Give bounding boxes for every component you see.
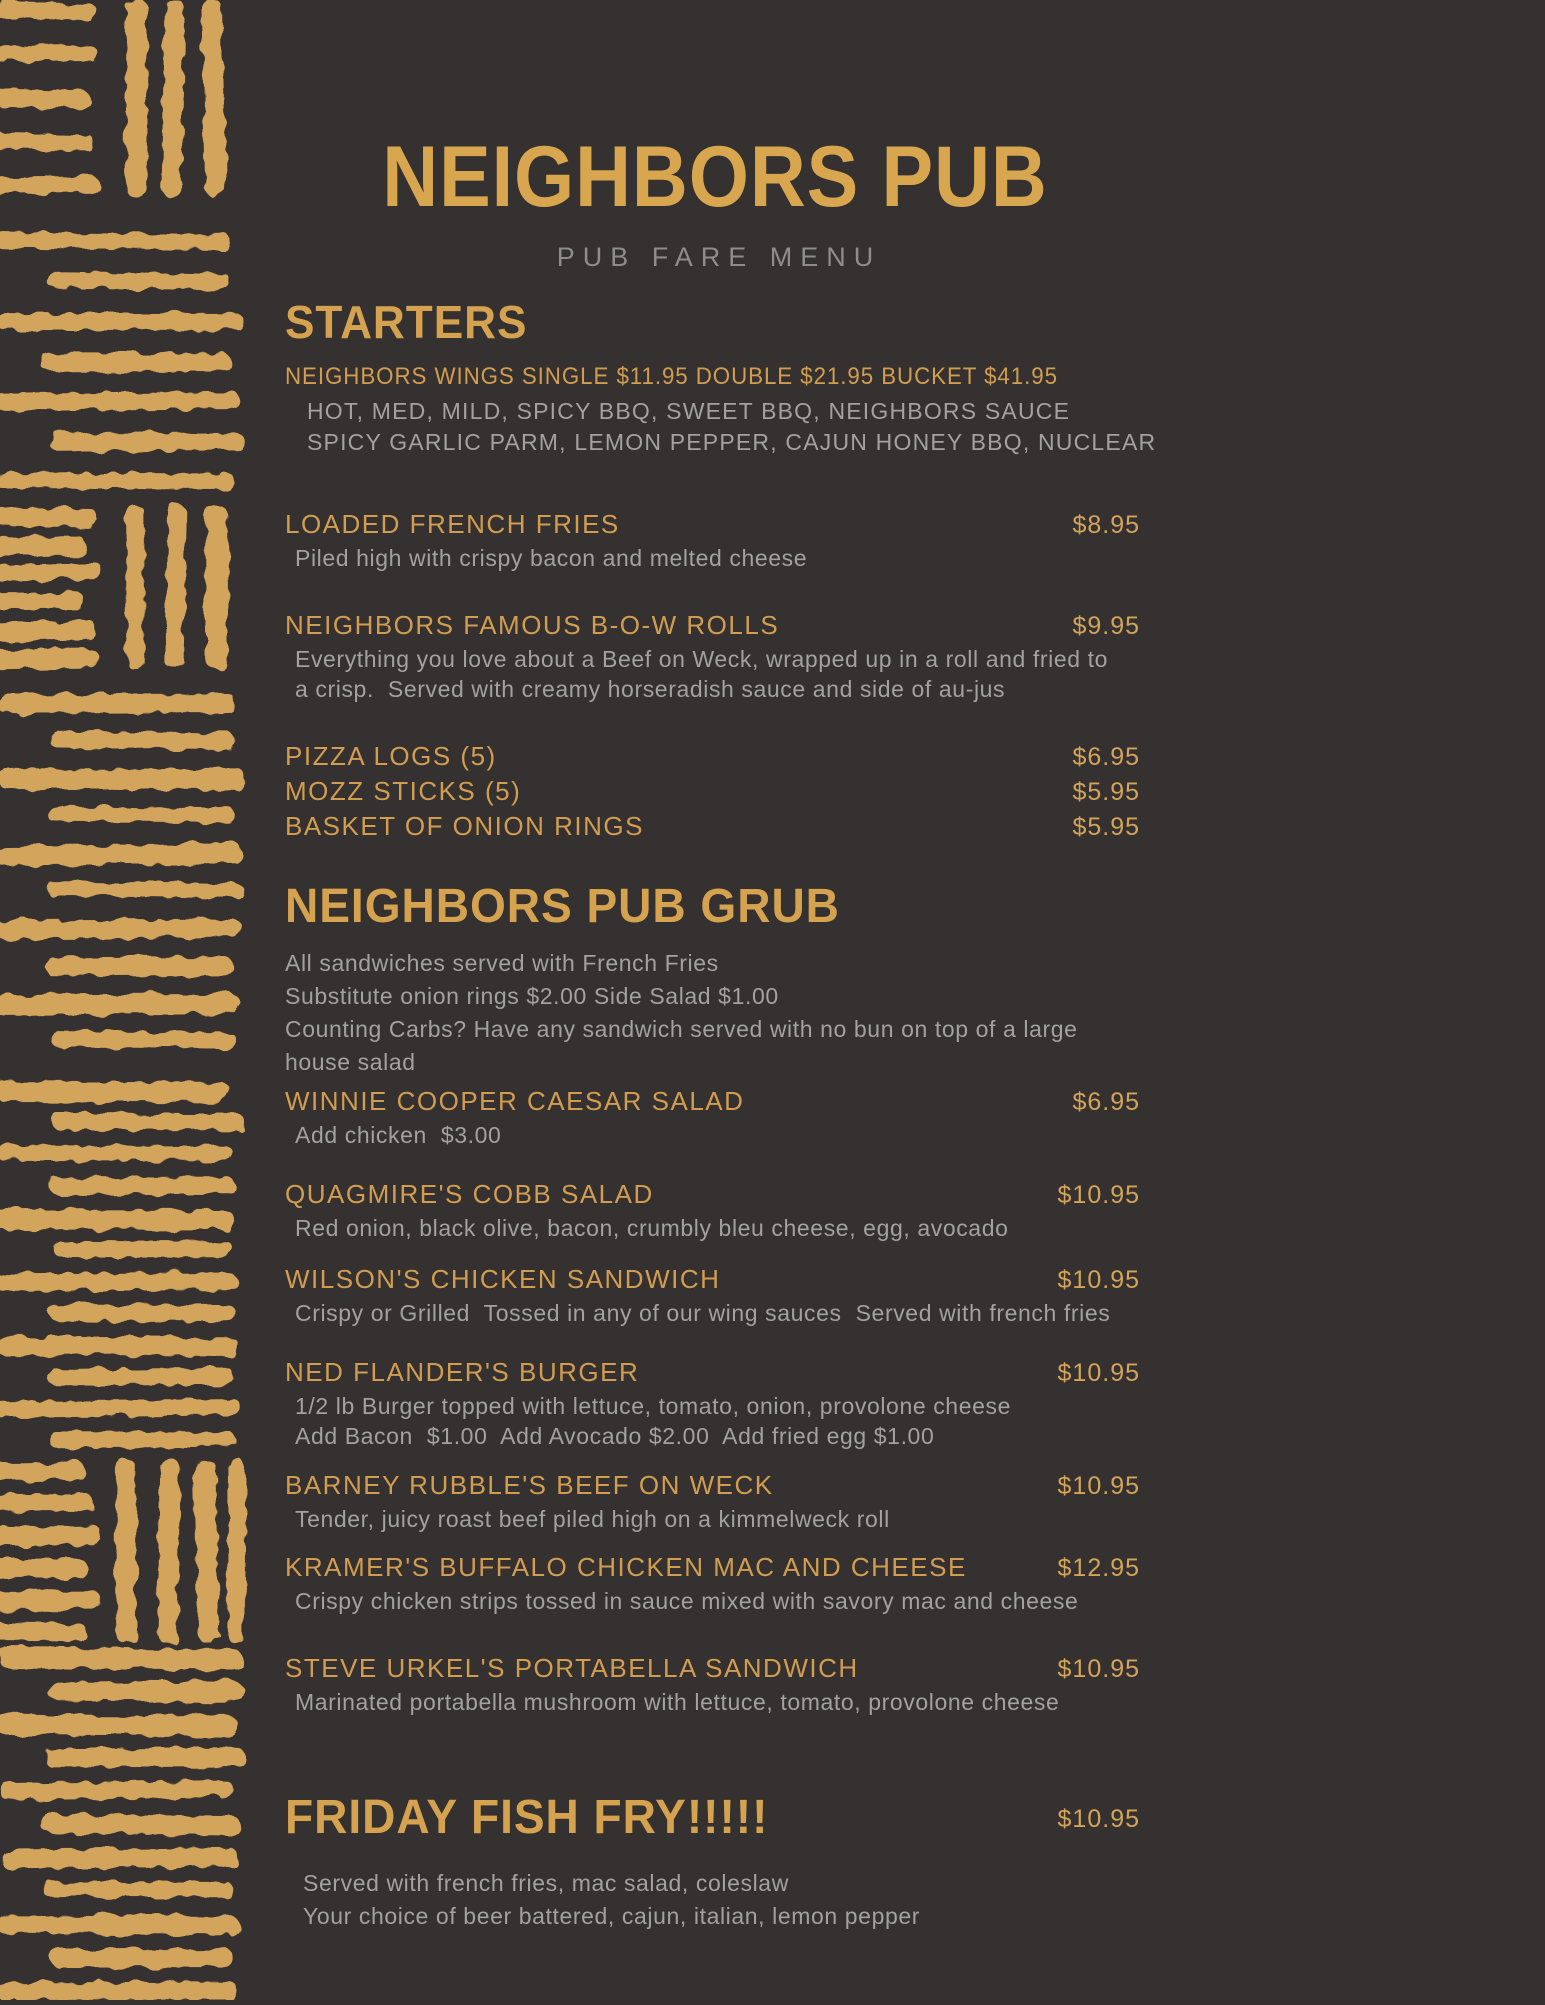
item-desc-line: Red onion, black olive, bacon, crumbly bleu cheese, egg, avocado bbox=[295, 1215, 1009, 1242]
intro-line: Substitute onion rings $2.00 Side Salad $1.00 bbox=[285, 983, 779, 1010]
menu-item bbox=[285, 508, 1290, 573]
item-desc-line: Everything you love about a Beef on Weck, wrapped up in a roll and fried to bbox=[295, 645, 1108, 672]
section-heading: STARTERS bbox=[285, 296, 528, 348]
menu-section bbox=[285, 297, 1290, 842]
menu-item bbox=[285, 1551, 1290, 1616]
item-name: KRAMER'S BUFFALO CHICKEN MAC AND CHEESE bbox=[285, 1552, 967, 1583]
restaurant-title: NEIGHBORS PUB bbox=[382, 129, 1048, 225]
item-name: BASKET OF ONION RINGS bbox=[285, 810, 644, 841]
item-name: NEIGHBORS WINGS SINGLE $11.95 DOUBLE $21.95 BUCKET $41.95 bbox=[285, 362, 1058, 390]
item-price: $6.95 bbox=[1072, 742, 1140, 771]
item-name: WILSON'S CHICKEN SANDWICH bbox=[285, 1264, 721, 1295]
item-price: $6.95 bbox=[1072, 1088, 1140, 1117]
section-footer bbox=[285, 1867, 1290, 1933]
section-heading: NEIGHBORS PUB GRUB bbox=[285, 879, 840, 933]
item-description bbox=[285, 644, 1290, 704]
item-name: BARNEY RUBBLE'S BEEF ON WECK bbox=[285, 1470, 774, 1501]
item-description bbox=[285, 1391, 1290, 1451]
menu-item bbox=[285, 1263, 1290, 1328]
item-price: $10.95 bbox=[1057, 1266, 1140, 1295]
section-head bbox=[285, 297, 1290, 349]
intro-line: house salad bbox=[285, 1049, 416, 1076]
menu-sections bbox=[285, 297, 1290, 1933]
item-desc-line: HOT, MED, MILD, SPICY BBQ, SWEET BBQ, NEIGHBORS SAUCE bbox=[307, 397, 1071, 424]
section-head bbox=[285, 1791, 1290, 1845]
item-name: MOZZ STICKS (5) bbox=[285, 775, 522, 806]
item-description bbox=[285, 1120, 1290, 1150]
item-desc-line: Tender, juicy roast beef piled high on a kimmelweck roll bbox=[295, 1506, 890, 1533]
intro-line: Counting Carbs? Have any sandwich served with no bun on top of a large bbox=[285, 1016, 1078, 1043]
item-price: $5.95 bbox=[1072, 777, 1140, 806]
item-description bbox=[285, 1687, 1290, 1717]
menu-item bbox=[285, 775, 1290, 807]
section-heading: FRIDAY FISH FRY!!!!! bbox=[285, 1791, 769, 1845]
item-name: NED FLANDER'S BURGER bbox=[285, 1357, 640, 1388]
item-description bbox=[285, 543, 1290, 573]
item-description bbox=[285, 396, 1290, 458]
menu-header bbox=[285, 0, 1145, 273]
section-price: $10.95 bbox=[1057, 1805, 1140, 1834]
item-price: $10.95 bbox=[1057, 1655, 1140, 1684]
item-desc-line: 1/2 lb Burger topped with lettuce, tomato, onion, provolone cheese bbox=[295, 1393, 1011, 1420]
item-desc-line: Crispy chicken strips tossed in sauce mixed with savory mac and cheese bbox=[295, 1588, 1079, 1615]
item-desc-line: Crispy or Grilled Tossed in any of our wing sauces Served with french fries bbox=[295, 1300, 1111, 1327]
item-desc-line: Piled high with crispy bacon and melted cheese bbox=[295, 544, 808, 571]
item-description bbox=[285, 1504, 1290, 1534]
item-name: WINNIE COOPER CAESAR SALAD bbox=[285, 1086, 745, 1117]
item-name: PIZZA LOGS (5) bbox=[285, 740, 497, 771]
item-name: STEVE URKEL'S PORTABELLA SANDWICH bbox=[285, 1653, 859, 1684]
menu-item bbox=[285, 609, 1290, 704]
item-name: LOADED FRENCH FRIES bbox=[285, 508, 620, 539]
mudcloth-pattern bbox=[0, 0, 250, 2000]
menu-item bbox=[285, 1356, 1290, 1451]
menu-section bbox=[285, 1791, 1290, 1933]
item-description bbox=[285, 1213, 1290, 1243]
item-price: $10.95 bbox=[1057, 1181, 1140, 1210]
item-description bbox=[285, 1298, 1290, 1328]
menu-content bbox=[285, 0, 1290, 1933]
section-items bbox=[285, 361, 1290, 842]
menu-item bbox=[285, 361, 1290, 458]
menu-item bbox=[285, 740, 1290, 772]
menu-subtitle: PUB FARE MENU bbox=[556, 242, 882, 272]
item-price: $12.95 bbox=[1057, 1554, 1140, 1583]
item-description bbox=[285, 1586, 1290, 1616]
menu-item bbox=[285, 810, 1290, 842]
intro-line: All sandwiches served with French Fries bbox=[285, 950, 719, 977]
item-name: NEIGHBORS FAMOUS B-O-W ROLLS bbox=[285, 609, 780, 640]
menu-section bbox=[285, 880, 1290, 1718]
menu-item bbox=[285, 1469, 1290, 1534]
section-items bbox=[285, 1085, 1290, 1717]
item-price: $5.95 bbox=[1072, 812, 1140, 841]
section-intro bbox=[285, 947, 1290, 1079]
item-desc-line: SPICY GARLIC PARM, LEMON PEPPER, CAJUN HONEY BBQ, NUCLEAR bbox=[307, 428, 1157, 455]
item-price: $10.95 bbox=[1057, 1472, 1140, 1501]
brush-stripes-svg bbox=[0, 0, 250, 2000]
item-name: QUAGMIRE'S COBB SALAD bbox=[285, 1179, 654, 1210]
footer-line: Your choice of beer battered, cajun, italian, lemon pepper bbox=[303, 1903, 920, 1930]
item-desc-line: Marinated portabella mushroom with lettuce, tomato, provolone cheese bbox=[295, 1689, 1060, 1716]
item-desc-line: Add Bacon $1.00 Add Avocado $2.00 Add fried egg $1.00 bbox=[295, 1423, 935, 1450]
menu-item bbox=[285, 1085, 1290, 1150]
menu-item bbox=[285, 1652, 1290, 1717]
item-desc-line: a crisp. Served with creamy horseradish sauce and side of au-jus bbox=[295, 675, 1006, 702]
section-head bbox=[285, 880, 1290, 934]
item-price: $8.95 bbox=[1072, 510, 1140, 539]
item-price: $9.95 bbox=[1072, 611, 1140, 640]
item-desc-line: Add chicken $3.00 bbox=[295, 1122, 502, 1149]
footer-line: Served with french fries, mac salad, coleslaw bbox=[303, 1870, 789, 1897]
menu-item bbox=[285, 1178, 1290, 1243]
item-price: $10.95 bbox=[1057, 1359, 1140, 1388]
